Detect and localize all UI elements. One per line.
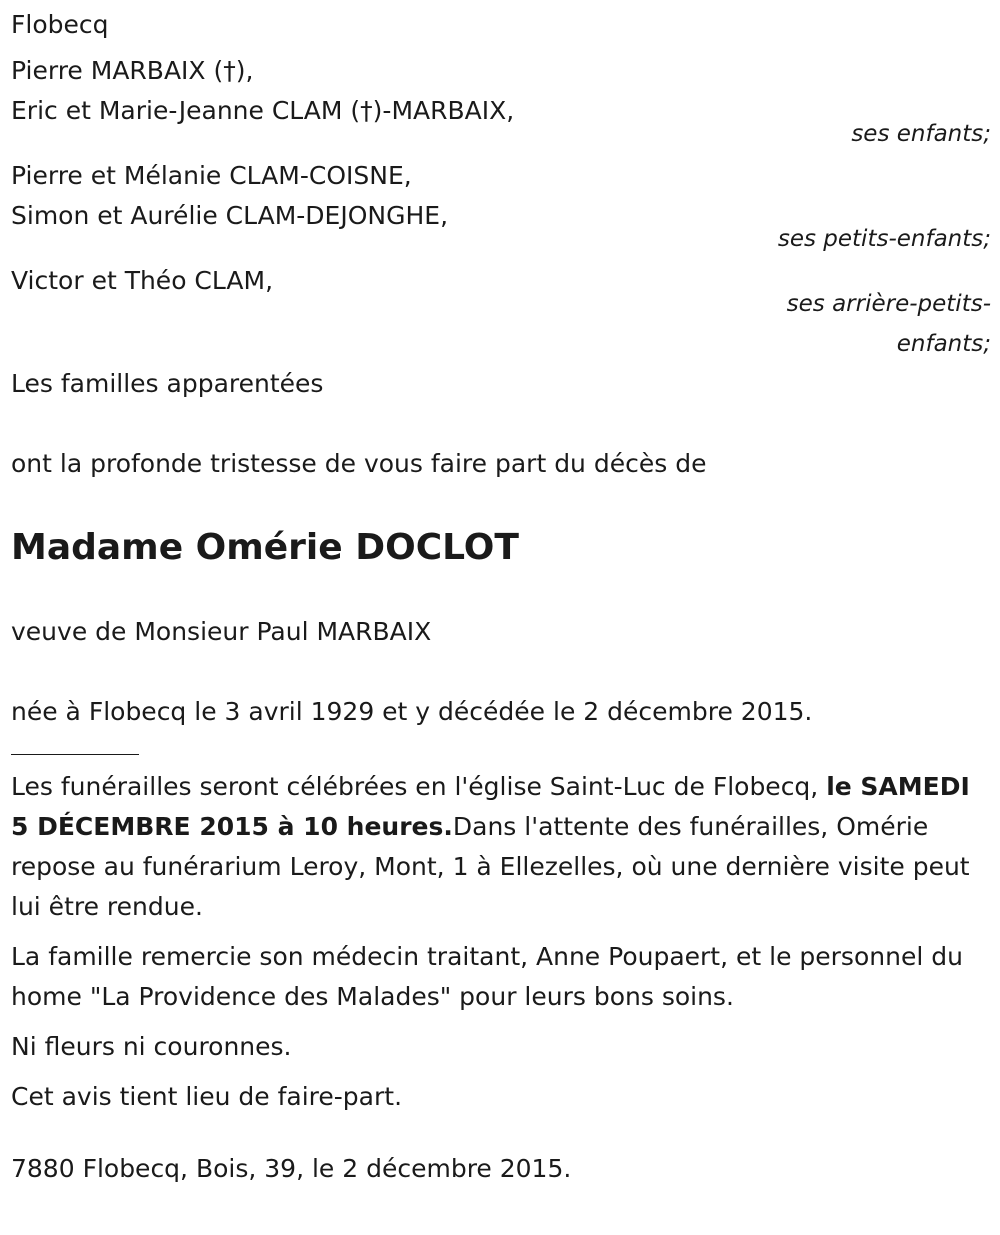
grandchildren-role: ses petits-enfants; [777, 226, 991, 252]
thanks-paragraph: La famille remercie son médecin traitant, Anne Poupaert, et le personnel du home "La Providence des Malades" pour leurs bons soins. [11, 942, 963, 1011]
funeral-text-after: Dans l'attente des funérailles, Omérie repose au funérarium Leroy, Mont, 1 à Ellezelles, où une dernière visite peut lui être rendue. [11, 812, 970, 921]
flowers-note: Ni fleurs ni couronnes. [11, 1032, 292, 1061]
relatives: Les familles apparentées [11, 369, 324, 398]
spacer [11, 484, 991, 524]
separator-rule [11, 732, 139, 755]
spacer [11, 652, 991, 692]
birth-death: née à Flobecq le 3 avril 1929 et y décédée le 2 décembre 2015. [11, 697, 813, 726]
widow-of: veuve de Monsieur Paul MARBAIX [11, 617, 432, 646]
grandchild-name: Simon et Aurélie CLAM-DEJONGHE, [11, 201, 449, 230]
child-name: Eric et Marie-Jeanne CLAM (†)-MARBAIX, [11, 96, 515, 125]
address-date: 7880 Flobecq, Bois, 39, le 2 décembre 2015. [11, 1154, 572, 1183]
great-grandchild-name: Victor et Théo CLAM, [11, 266, 274, 295]
funeral-text-before: Les funérailles seront célébrées en l'église Saint-Luc de Flobecq, [11, 772, 827, 801]
spacer [11, 1127, 991, 1149]
notice-note: Cet avis tient lieu de faire-part. [11, 1082, 403, 1111]
announcement-intro: ont la profonde tristesse de vous faire part du décès de [11, 449, 707, 478]
header-place: Flobecq [11, 10, 109, 39]
grandchild-name: Pierre et Mélanie CLAM-COISNE, [11, 161, 412, 190]
funeral-date: le SAMEDI 5 DÉCEMBRE 2015 à 10 heures. [11, 772, 970, 841]
spacer [11, 404, 991, 444]
spacer [11, 572, 991, 612]
great-grandchildren-role-line2: enfants; [896, 331, 991, 357]
children-role: ses enfants; [851, 121, 991, 147]
child-name: Pierre MARBAIX (†), [11, 56, 254, 85]
great-grandchildren-role-line1: ses arrière-petits- [786, 291, 991, 317]
deceased-name: Madame Omérie DOCLOT [11, 527, 519, 568]
funeral-paragraph [11, 767, 991, 927]
obituary-notice [11, 5, 991, 1189]
